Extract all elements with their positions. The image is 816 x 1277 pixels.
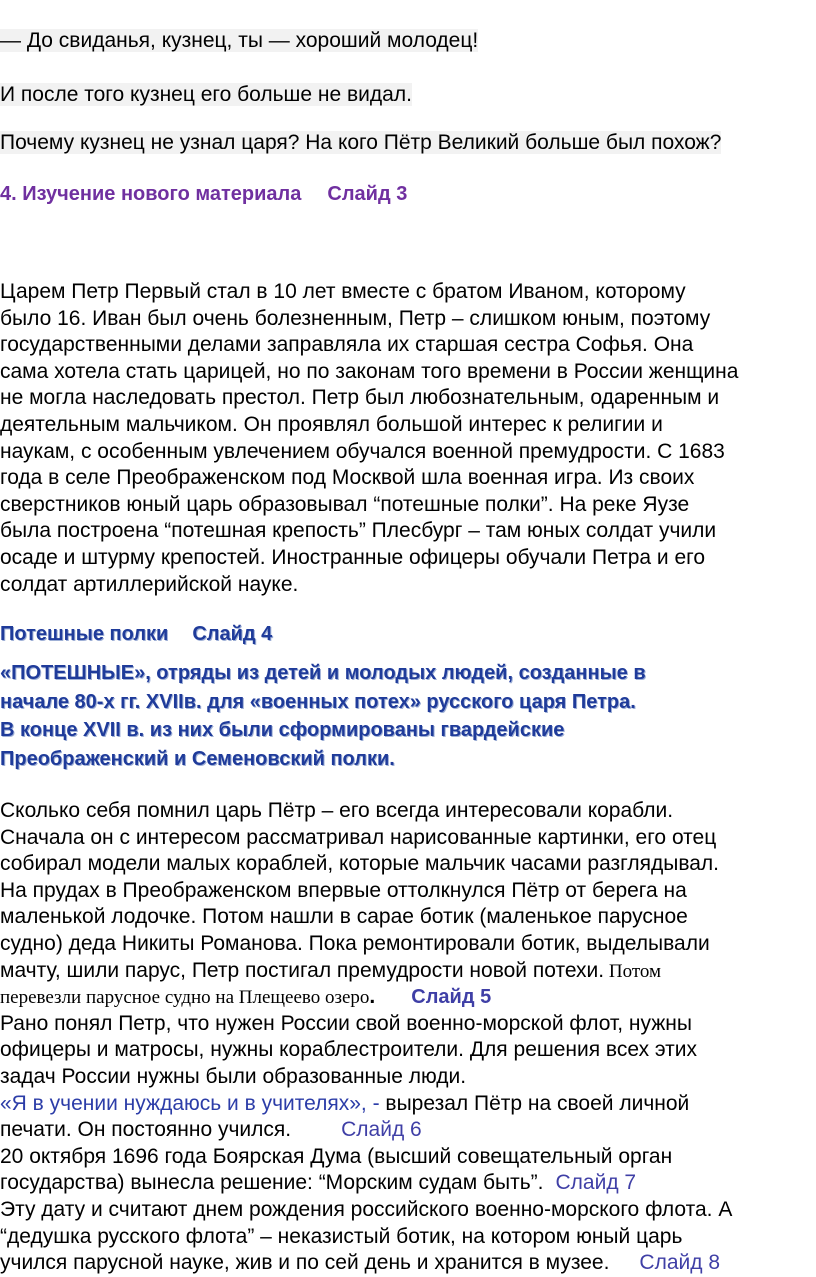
paragraph-line: Царем Петр Первый стал в 10 лет вместе с братом Иваном, которому: [0, 280, 686, 303]
paragraph-line: Эту дату и считают днем рождения российского военно-морского флота. А: [0, 1197, 733, 1221]
paragraph-line: наукам, с особенным увлечением обучался военной премудрости. С 1683: [0, 439, 725, 463]
line-main-text: мачту, шили парус, Петр постигал премудрости новой потехи.: [0, 958, 605, 982]
definition-line: начале 80-х гг. XVIIв. для «военных потех» русского царя Петра.: [0, 690, 636, 713]
paragraph-line: судно) деда Никиты Романова. Пока ремонтировали ботик, выделывали: [0, 931, 710, 955]
paragraph-line: государственными делами заправляла их старшая сестра Софья. Она: [0, 333, 694, 357]
paragraph-line: [0, 958, 812, 985]
paragraph-line: офицеры и матросы, нужны кораблестроители. Для решения всех этих: [0, 1038, 698, 1062]
paragraph-line: Сначала он с интересом рассматривал нарисованные картинки, его отец: [0, 825, 717, 849]
paragraph-line: собирал модели малых кораблей, которые мальчик часами разглядывал.: [0, 852, 720, 876]
quote-rest-text: вырезал Пётр на своей личной: [379, 1091, 690, 1115]
paragraph-line: 20 октября 1696 года Боярская Дума (высший совещательный орган: [0, 1144, 673, 1168]
slide-7-label: Слайд 7: [555, 1171, 637, 1195]
paragraph-line: “дедушка русского флота” – неказистый ботик, на котором юный царь: [0, 1224, 683, 1248]
paragraph-line: задач России нужны были образованные люди.: [0, 1064, 467, 1088]
paragraph-line: солдат артиллерийской науке.: [0, 572, 299, 596]
paragraph-peter-childhood: [0, 279, 812, 598]
paragraph-ships: [0, 798, 812, 1277]
paragraph-line: сама хотела стать царицей, но по законам того времени в России женщина: [0, 359, 739, 383]
dialogue-after: [0, 82, 412, 109]
slide-4-label: Слайд 4: [192, 623, 273, 645]
paragraph-line: сверстников юный царь образовывал “потешные полки”. На реке Яузе: [0, 492, 690, 516]
paragraph-line: была построена “потешная крепость” Плесбург – там юных солдат учили: [0, 519, 717, 543]
paragraph-line: не могла наследовать престол. Петр был любознательным, одаренным и: [0, 386, 720, 410]
dialogue-question-text: Почему кузнец не узнал царя? На кого Пётр Великий больше был похож?: [0, 131, 722, 154]
paragraph-line: [0, 1091, 812, 1118]
line-serif-text: перевезли парусное судно на Плещеево озеро: [0, 987, 370, 1009]
line-serif-text: Потом: [604, 960, 662, 982]
dialogue-after-text: И после того кузнец его больше не видал.: [0, 83, 412, 106]
line-main-text: учился парусной науке, жив и по сей день и хранится в музее.: [0, 1251, 610, 1275]
paragraph-line: [0, 1250, 812, 1277]
definition-line: «ПОТЕШНЫЕ», отряды из детей и молодых людей, созданные в: [0, 662, 646, 684]
dialogue-question: [0, 130, 721, 157]
slide-3-label: Слайд 3: [327, 183, 408, 205]
section-heading-4: [0, 181, 407, 208]
dialogue-farewell-text: — До свиданья, кузнец, ты — хороший молодец!: [0, 29, 479, 52]
paragraph-line: осаде и штурму крепостей. Иностранные офицеры обучали Петра и его: [0, 545, 706, 569]
paragraph-line: деятельным мальчиком. Он проявлял большой интерес к религии и: [0, 412, 663, 436]
paragraph-line: [0, 984, 812, 1011]
paragraph-line: года в селе Преображенском под Москвой шла военная игра. Из своих: [0, 466, 695, 490]
poteshnye-definition: [0, 659, 812, 773]
paragraph-line: На прудах в Преображенском впервые оттолкнулся Пётр от берега на: [0, 878, 687, 902]
paragraph-line: маленькой лодочке. Потом нашли в сарае ботик (маленькое парусное: [0, 905, 688, 929]
paragraph-line: было 16. Иван был очень болезненным, Петр – слишком юным, поэтому: [0, 306, 711, 330]
slide-6-label: Слайд 6: [341, 1118, 422, 1142]
definition-line: Преображенский и Семеновский полки.: [0, 747, 395, 770]
poteshnye-heading-text: Потешные полки: [0, 623, 169, 645]
line-main-text: печати. Он постоянно учился.: [0, 1118, 292, 1142]
peter-quote: «Я в учении нуждаюсь и в учителях», -: [0, 1091, 380, 1115]
definition-line: В конце XVII в. из них были сформированы гвардейские: [0, 719, 565, 741]
paragraph-line: [0, 1170, 812, 1197]
dialogue-farewell: [0, 28, 478, 55]
slide-5-label: Слайд 5: [411, 986, 492, 1009]
slide-8-label: Слайд 8: [639, 1251, 721, 1275]
section-heading-text: 4. Изучение нового материала: [0, 183, 302, 205]
line-dot: .: [369, 985, 376, 1009]
paragraph-line: Рано понял Петр, что нужен России свой военно-морской флот, нужны: [0, 1011, 692, 1035]
paragraph-line: [0, 1117, 812, 1144]
paragraph-line: Сколько себя помнил царь Пётр – его всегда интересовали корабли.: [0, 799, 674, 822]
line-main-text: государства) вынесла решение: “Морским судам быть”.: [0, 1171, 544, 1195]
poteshnye-heading: [0, 621, 272, 648]
